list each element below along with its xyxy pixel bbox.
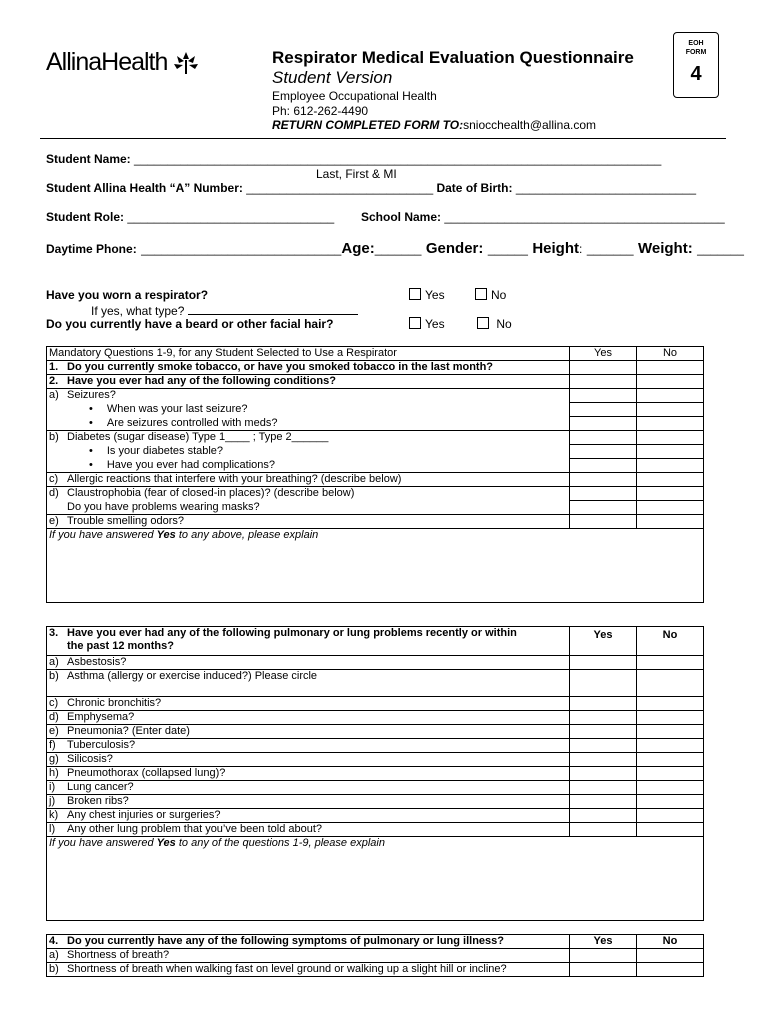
header-divider (40, 138, 726, 139)
q2-num: 2. (47, 375, 66, 389)
q1-text: Do you currently smoke tobacco, or have you smoked tobacco in the last month? (65, 361, 570, 375)
q3-yes-cell[interactable] (570, 767, 637, 781)
d2-yes-cell[interactable] (570, 501, 637, 515)
e-letter: e) (47, 515, 66, 529)
beard-question: Do you currently have a beard or other facial hair? (46, 317, 334, 331)
weight-label: Weight: (637, 240, 693, 257)
school-label: School Name: (361, 210, 442, 224)
role-field[interactable]: _______________________________ (127, 210, 335, 224)
section3-rows (47, 656, 704, 837)
school-row (361, 210, 725, 224)
q3-yes-cell[interactable] (570, 809, 637, 823)
yes-label: Yes (425, 317, 445, 331)
e-yes-cell[interactable] (570, 515, 637, 529)
dob-label: Date of Birth: (436, 181, 513, 195)
q3-item-text: Asbestosis? (65, 656, 570, 670)
q3-item-text: Chronic bronchitis? (65, 697, 570, 711)
q3-yes-cell[interactable] (570, 697, 637, 711)
phone-number: Ph: 612-262-4490 (272, 104, 369, 118)
q4a-no-cell[interactable] (637, 949, 704, 963)
q3-no-cell[interactable] (637, 656, 704, 670)
section-3-table (46, 626, 704, 921)
checkbox-icon[interactable] (409, 317, 421, 329)
yes-label: Yes (425, 288, 445, 302)
gender-label: Gender: (425, 240, 484, 257)
weight-field[interactable]: _______ (697, 242, 744, 256)
q3-no-cell[interactable] (637, 725, 704, 739)
allina-health-logo (46, 48, 199, 77)
section1-head: Mandatory Questions 1-9, for any Student Selected to Use a Respirator (47, 347, 570, 361)
section3-explain-box[interactable] (47, 837, 704, 921)
q3-text-cont: the past 12 months? (67, 640, 174, 652)
q3-letter: d) (47, 711, 66, 725)
q3-yes-cell[interactable] (570, 823, 637, 837)
q3-yes-cell[interactable] (570, 753, 637, 767)
q3-yes-cell[interactable] (570, 795, 637, 809)
q3-item-text: Asthma (allergy or exercise induced?) Please circle (65, 670, 570, 697)
q3-no-cell[interactable] (637, 697, 704, 711)
worn-respirator-question: Have you worn a respirator? (46, 288, 209, 302)
q3-no-cell[interactable] (637, 670, 704, 697)
student-name-label: Student Name: (46, 152, 131, 166)
q3-item-text: Silicosis? (65, 753, 570, 767)
department: Employee Occupational Health (272, 89, 437, 103)
yes-header: Yes (570, 627, 637, 656)
q4-text: Do you currently have any of the following symptoms of pulmonary or lung illness? (65, 935, 570, 949)
no-header: No (637, 347, 704, 361)
name-hint: Last, First & MI (316, 167, 397, 181)
phone-row: Daytime Phone: ______________________________Age:_______ Gender: ______ Height: _______ Weight: _______ (46, 240, 744, 257)
spacer (47, 403, 66, 417)
q3-no-cell[interactable] (637, 795, 704, 809)
allergic-text: Allergic reactions that interfere with your breathing? (describe below) (65, 473, 570, 487)
respirator-type-field[interactable] (188, 303, 358, 315)
q1-no-cell[interactable] (637, 361, 704, 375)
claustrophobia-text: Claustrophobia (fear of closed-in places)? (describe below) (65, 487, 570, 501)
q3-letter: i) (47, 781, 66, 795)
smelling-text: Trouble smelling odors? (65, 515, 570, 529)
beard-no[interactable] (477, 317, 512, 331)
phone-field[interactable]: ______________________________ (141, 242, 342, 256)
q4b-yes-cell[interactable] (570, 963, 637, 977)
q3-yes-cell[interactable] (570, 656, 637, 670)
q3-no-cell[interactable] (637, 739, 704, 753)
q3-yes-cell[interactable] (570, 739, 637, 753)
no-header: No (637, 935, 704, 949)
age-field[interactable]: _______ (374, 242, 422, 256)
form-title: Respirator Medical Evaluation Questionnaire (272, 48, 634, 67)
a2-no-cell[interactable] (637, 417, 704, 431)
role-row (46, 210, 334, 224)
masks-text: Do you have problems wearing masks? (65, 501, 570, 515)
q3-item-text: Any other lung problem that you’ve been told about? (65, 823, 570, 837)
return-line (272, 118, 596, 132)
dob-field[interactable]: ___________________________ (515, 181, 697, 195)
q3-yes-cell[interactable] (570, 711, 637, 725)
q3-letter: j) (47, 795, 66, 809)
q3-letter: b) (47, 670, 66, 697)
q3-item-text: Broken ribs? (65, 795, 570, 809)
gender-field[interactable]: ______ (487, 242, 528, 256)
q4a-letter: a) (47, 949, 66, 963)
diabetes-stable-text: • Is your diabetes stable? (65, 445, 570, 459)
age-label: Age: (341, 240, 375, 257)
e-no-cell[interactable] (637, 515, 704, 529)
no-label: No (491, 288, 507, 302)
spacer (47, 445, 66, 459)
q3-item-text: Lung cancer? (65, 781, 570, 795)
yes-header: Yes (570, 935, 637, 949)
section1-explain-box[interactable] (47, 529, 704, 603)
q3-letter: k) (47, 809, 66, 823)
q3-yes-cell[interactable] (570, 670, 637, 697)
q2-no-cell[interactable] (637, 375, 704, 389)
shortness-breath-text: Shortness of breath? (65, 949, 570, 963)
diabetes-complications-text: • Have you ever had complications? (65, 459, 570, 473)
q3-item-text: Emphysema? (65, 711, 570, 725)
a2-yes-cell[interactable] (570, 417, 637, 431)
form-subtitle: Student Version (272, 68, 393, 87)
yes-header: Yes (570, 347, 637, 361)
worn-yes[interactable] (409, 288, 445, 302)
height-field[interactable]: _______ (586, 242, 634, 256)
d-yes-cell[interactable] (570, 487, 637, 501)
b-yes-cell[interactable] (570, 431, 637, 445)
q3-text-cell (65, 627, 570, 656)
a-letter: a) (47, 389, 66, 403)
section-1-2-table (46, 346, 704, 603)
last-seizure-text: • When was your last seizure? (65, 403, 570, 417)
seizure-meds-text: • Are seizures controlled with meds? (65, 417, 570, 431)
beard-yes[interactable] (409, 317, 445, 331)
phone-label: Daytime Phone: (46, 242, 137, 256)
q4-num: 4. (47, 935, 66, 949)
spacer (47, 417, 66, 431)
q3-yes-cell[interactable] (570, 781, 637, 795)
return-label: RETURN COMPLETED FORM TO: (272, 118, 464, 132)
q3-letter: a) (47, 656, 66, 670)
b2-yes-cell[interactable] (570, 459, 637, 473)
q3-letter: f) (47, 739, 66, 753)
q3-no-cell[interactable] (637, 809, 704, 823)
q3-item-text: Pneumonia? (Enter date) (65, 725, 570, 739)
b-no-cell[interactable] (637, 431, 704, 445)
a1-no-cell[interactable] (637, 403, 704, 417)
c-letter: c) (47, 473, 66, 487)
role-label: Student Role: (46, 210, 124, 224)
respirator-type-label: If yes, what type? (91, 304, 185, 318)
q3-letter: e) (47, 725, 66, 739)
checkbox-icon[interactable] (475, 288, 487, 300)
student-name-field[interactable]: _______________________________________________________________________________ (134, 152, 662, 166)
q1-num: 1. (47, 361, 66, 375)
form-box-number: 4 (690, 63, 702, 85)
spacer (47, 459, 66, 473)
checkbox-icon[interactable] (409, 288, 421, 300)
q3-letter: g) (47, 753, 66, 767)
b1-yes-cell[interactable] (570, 445, 637, 459)
q3-no-cell[interactable] (637, 711, 704, 725)
form-box-label: EOH FORM (685, 40, 707, 56)
return-email[interactable]: sniocchealth@allina.com (463, 118, 597, 132)
tree-logo-icon (173, 52, 199, 74)
q3-letter: h) (47, 767, 66, 781)
q2-yes-cell[interactable] (570, 375, 637, 389)
section1-explain-text: If you have answered Yes to any above, please explain (49, 529, 319, 541)
b2-no-cell[interactable] (637, 459, 704, 473)
height-label: Height (532, 240, 580, 257)
q2-text: Have you ever had any of the following conditions? (65, 375, 570, 389)
q3-no-cell[interactable] (637, 767, 704, 781)
section3-explain-text: If you have answered Yes to any of the questions 1-9, please explain (49, 837, 385, 849)
b1-no-cell[interactable] (637, 445, 704, 459)
q4a-yes-cell[interactable] (570, 949, 637, 963)
q3-num: 3. (47, 627, 66, 656)
respirator-type-row (91, 303, 358, 318)
seizures-text: Seizures? (65, 389, 570, 403)
b-letter: b) (47, 431, 66, 445)
q3-yes-cell[interactable] (570, 725, 637, 739)
d-no-cell[interactable] (637, 487, 704, 501)
q3-letter: l) (47, 823, 66, 837)
a-number-field[interactable]: ____________________________ (246, 181, 434, 195)
logo-text: AllinaHealth (46, 48, 168, 76)
q1-yes-cell[interactable] (570, 361, 637, 375)
checkbox-icon[interactable] (477, 317, 489, 329)
student-name-row (46, 152, 661, 166)
d2-no-cell[interactable] (637, 501, 704, 515)
q3-item-text: Pneumothorax (collapsed lung)? (65, 767, 570, 781)
a-number-row (46, 181, 696, 195)
q4b-no-cell[interactable] (637, 963, 704, 977)
form-number-box (673, 32, 719, 98)
a-yes-cell[interactable] (570, 389, 637, 403)
d-letter: d) (47, 487, 66, 501)
q3-letter: c) (47, 697, 66, 711)
no-header: No (637, 627, 704, 656)
shortness-walking-text: Shortness of breath when walking fast on level ground or walking up a slight hill or incline? (65, 963, 570, 977)
section-4-table (46, 934, 704, 977)
a-no-cell[interactable] (637, 389, 704, 403)
c-no-cell[interactable] (637, 473, 704, 487)
a-number-label: Student Allina Health “A” Number: (46, 181, 243, 195)
q3-no-cell[interactable] (637, 753, 704, 767)
q3-item-text: Tuberculosis? (65, 739, 570, 753)
no-label: No (496, 317, 512, 331)
q3-no-cell[interactable] (637, 823, 704, 837)
q3-text: Have you ever had any of the following pulmonary or lung problems recently or within (67, 627, 517, 639)
q4b-letter: b) (47, 963, 66, 977)
a1-yes-cell[interactable] (570, 403, 637, 417)
q3-no-cell[interactable] (637, 781, 704, 795)
spacer (47, 501, 66, 515)
school-field[interactable]: __________________________________________ (444, 210, 725, 224)
q3-item-text: Any chest injuries or surgeries? (65, 809, 570, 823)
c-yes-cell[interactable] (570, 473, 637, 487)
diabetes-text: Diabetes (sugar disease) Type 1____ ; Type 2______ (65, 431, 570, 445)
worn-no[interactable] (475, 288, 506, 302)
